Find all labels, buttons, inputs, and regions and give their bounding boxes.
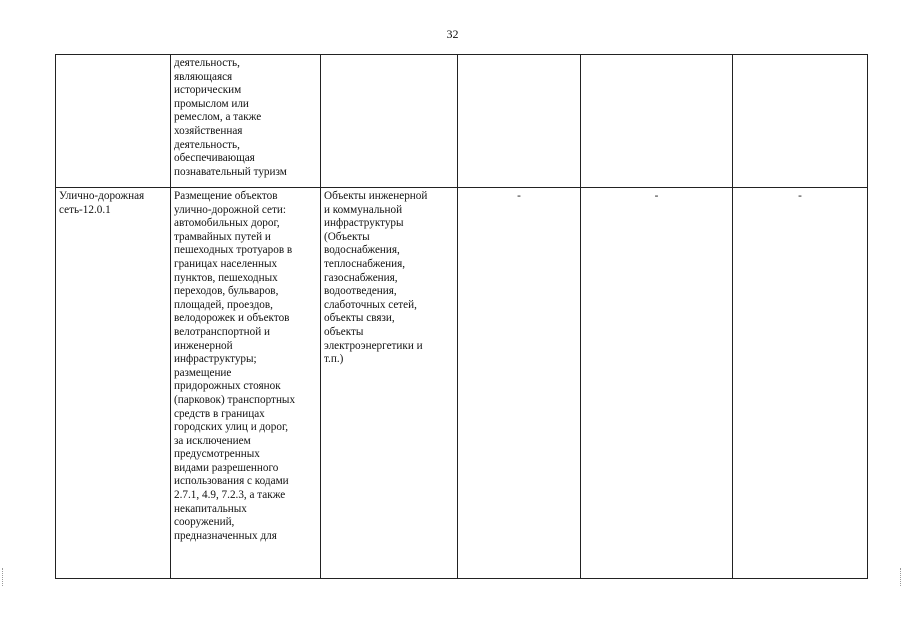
auxiliary-uses: Объекты инженерной и коммунальной инфраструктуры (Объекты водоснабжения, теплоснабжения, газоснабжения, водоотведения, слаботочных сетей, объекты связи, объекты электроэнергетики и т.п.) (324, 190, 428, 366)
scan-edge-mark (2, 568, 5, 586)
table-cell-description (171, 55, 321, 188)
table-cell-col5 (581, 188, 733, 579)
table-cell-col5 (581, 55, 733, 188)
table-cell-col6 (733, 188, 868, 579)
table-row (56, 55, 868, 188)
empty-value-dash: - (654, 190, 659, 202)
use-description: деятельность, являющаяся историческим промыслом или ремеслом, а также хозяйственная деятельность, обеспечивающая познавательный туризм (174, 57, 287, 178)
page-number: 32 (446, 27, 459, 41)
table-cell-name (56, 188, 171, 579)
table-cell-name (56, 55, 171, 188)
table-cell-col6 (733, 55, 868, 188)
scan-edge-mark (900, 568, 903, 586)
table-cell-auxiliary (321, 188, 458, 579)
empty-value-dash: - (517, 190, 521, 202)
table-cell-auxiliary (321, 55, 458, 188)
table-cell-col4 (458, 55, 581, 188)
permitted-use-table (55, 54, 868, 579)
use-description: Размещение объектов улично-дорожной сети: автомобильных дорог, трамвайных путей и пешеходных тротуаров в границах населенных пунктов, пешеходных переходов, бульваров, площадей, проездов, велодорожек и объектов велотранспортной и инженерной инфраструктуры; размещение придорожных стоянок (парковок) транспортных средств в границах городских улиц и дорог, за исключением предусмотренных видами разрешенного использования с кодами 2.7.1, 4.9, 7.2.3, а также некапитальных сооружений, предназначенных для (174, 190, 296, 542)
use-type-name: Улично-дорожная сеть-12.0.1 (59, 190, 145, 216)
empty-value-dash: - (798, 190, 802, 202)
table-cell-col4 (458, 188, 581, 579)
table-row (56, 188, 868, 579)
table-cell-description (171, 188, 321, 579)
